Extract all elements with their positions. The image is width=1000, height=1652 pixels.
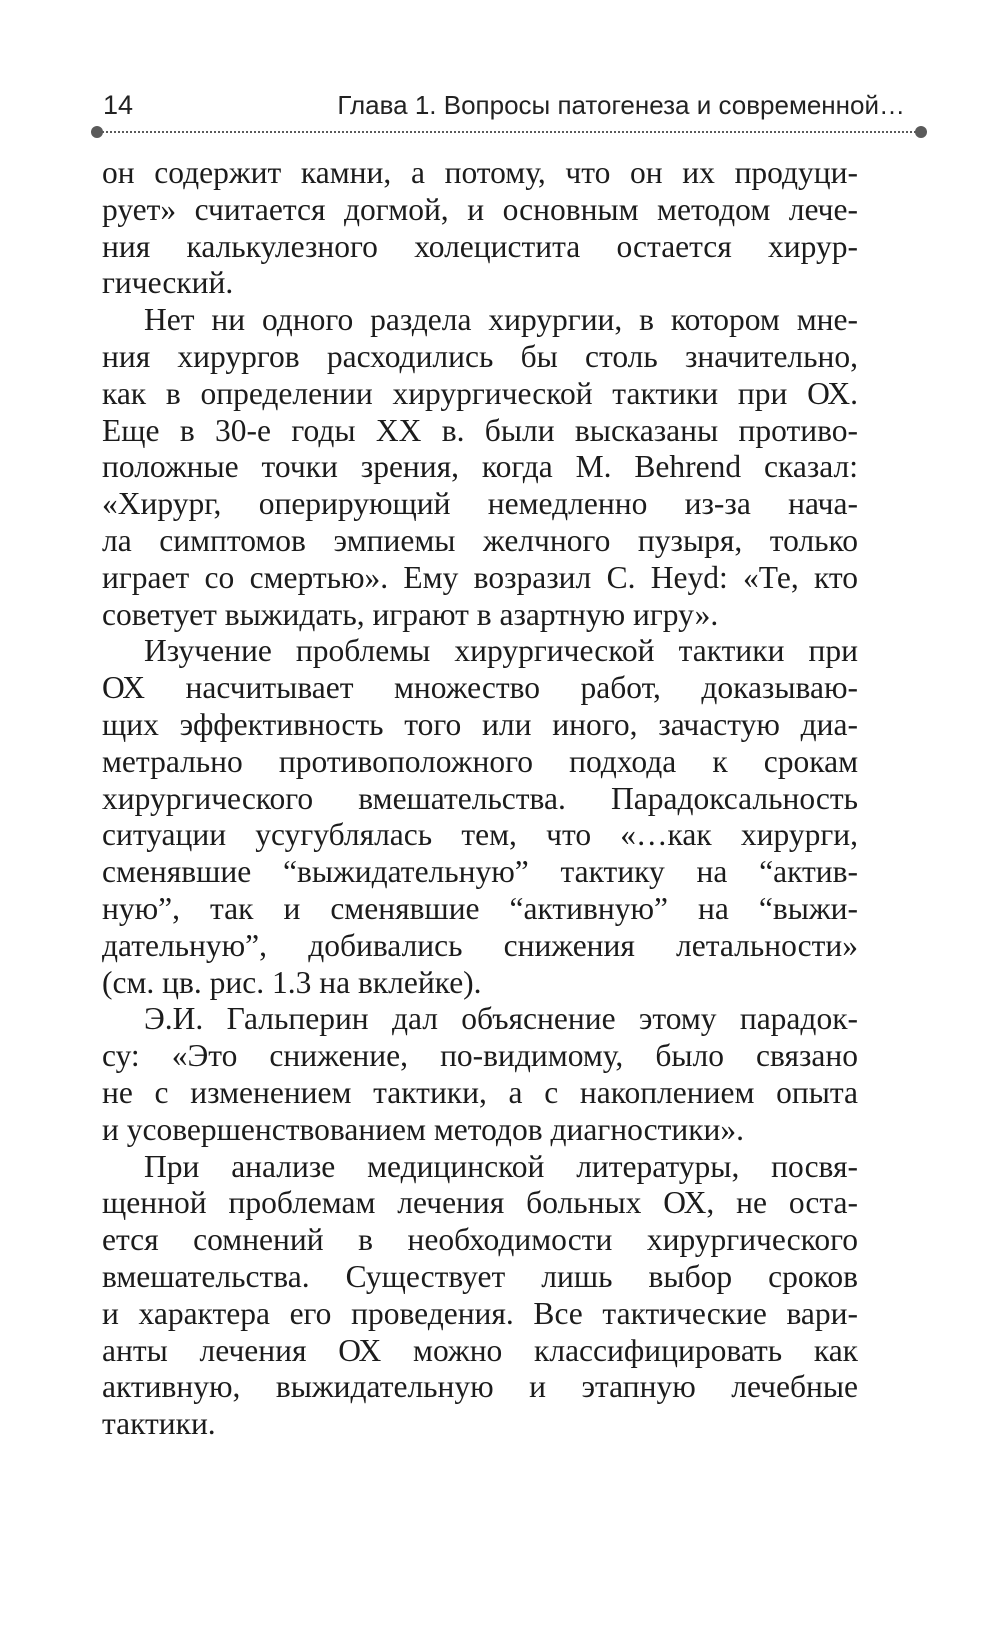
running-title: Глава 1. Вопросы патогенеза и современной… <box>337 90 905 120</box>
text-line: ется сомнений в необходимости хирургического <box>102 1222 858 1258</box>
body-text <box>102 155 858 1443</box>
text-line: вмешательства. Существует лишь выбор сроков <box>102 1258 858 1294</box>
text-line: он содержит камни, а потому, что он их продуци- <box>102 155 858 190</box>
paragraph <box>102 155 858 302</box>
text-line: сменявшие “выжидательную” тактику на “актив- <box>102 854 858 890</box>
text-line: дательную”, добивались снижения летальности» <box>102 927 858 963</box>
text-line: ную”, так и сменявшие “активную” на “выжи- <box>102 890 858 926</box>
text-line: не с изменением тактики, а с накоплением опыта <box>102 1074 858 1110</box>
text-line: тактики. <box>102 1406 216 1442</box>
text-line: и усовершенствованием методов диагностики». <box>102 1111 745 1147</box>
text-line: активную, выжидательную и этапную лечебные <box>102 1369 858 1405</box>
text-line: При анализе медицинской литературы, посвя- <box>144 1148 858 1184</box>
text-line: Еще в 30-е годы XX в. были высказаны противо- <box>102 412 858 448</box>
text-line: метрально противоположного подхода к срокам <box>102 743 858 779</box>
text-line: (см. цв. рис. 1.3 на вклейке). <box>102 964 482 1000</box>
text-line: ния хирургов расходились бы столь значительно, <box>102 338 858 374</box>
text-line: хирургического вмешательства. Парадоксальность <box>102 780 858 816</box>
paragraph <box>102 302 858 633</box>
paragraph <box>102 1001 858 1148</box>
text-line: играет со смертью». Ему возразил C. Heyd: «Те, кто <box>102 559 858 595</box>
text-line: положные точки зрения, когда M. Behrend сказал: <box>102 449 858 485</box>
paragraph <box>102 633 858 1001</box>
text-line: су: «Это снижение, по-видимому, было связано <box>102 1038 858 1074</box>
text-line: Э.И. Гальперин дал объяснение этому парадок- <box>144 1001 858 1037</box>
text-line: ОХ насчитывает множество работ, доказываю- <box>102 670 858 706</box>
text-line: советует выжидать, играют в азартную игру». <box>102 596 719 632</box>
text-line: Нет ни одного раздела хирургии, в котором мне- <box>144 302 858 338</box>
text-line: щенной проблемам лечения больных ОХ, не оста- <box>102 1185 858 1221</box>
page-number: 14 <box>103 90 134 120</box>
text-line: как в определении хирургической тактики при ОХ. <box>102 375 858 411</box>
running-header <box>95 82 923 128</box>
rule-dot-left <box>91 126 103 138</box>
text-line: ситуации усугублялась тем, что «…как хирурги, <box>102 817 858 853</box>
text-line: анты лечения ОХ можно классифицировать как <box>102 1332 858 1368</box>
text-line: гический. <box>102 265 234 301</box>
paragraph <box>102 1149 858 1443</box>
text-line: ния калькулезного холецистита остается хирур- <box>102 228 858 264</box>
text-line: «Хирург, оперирующий немедленно из-за нача- <box>102 486 858 522</box>
rule-dot-right <box>915 126 927 138</box>
text-line: рует» считается догмой, и основным методом лече- <box>102 191 858 227</box>
text-line: Изучение проблемы хирургической тактики при <box>144 633 858 669</box>
text-line: щих эффективность того или иного, зачастую диа- <box>102 706 858 742</box>
text-line: ла симптомов эмпиемы желчного пузыря, только <box>102 522 858 558</box>
header-rule <box>95 131 923 133</box>
text-line: и характера его проведения. Все тактические вари- <box>102 1295 858 1331</box>
